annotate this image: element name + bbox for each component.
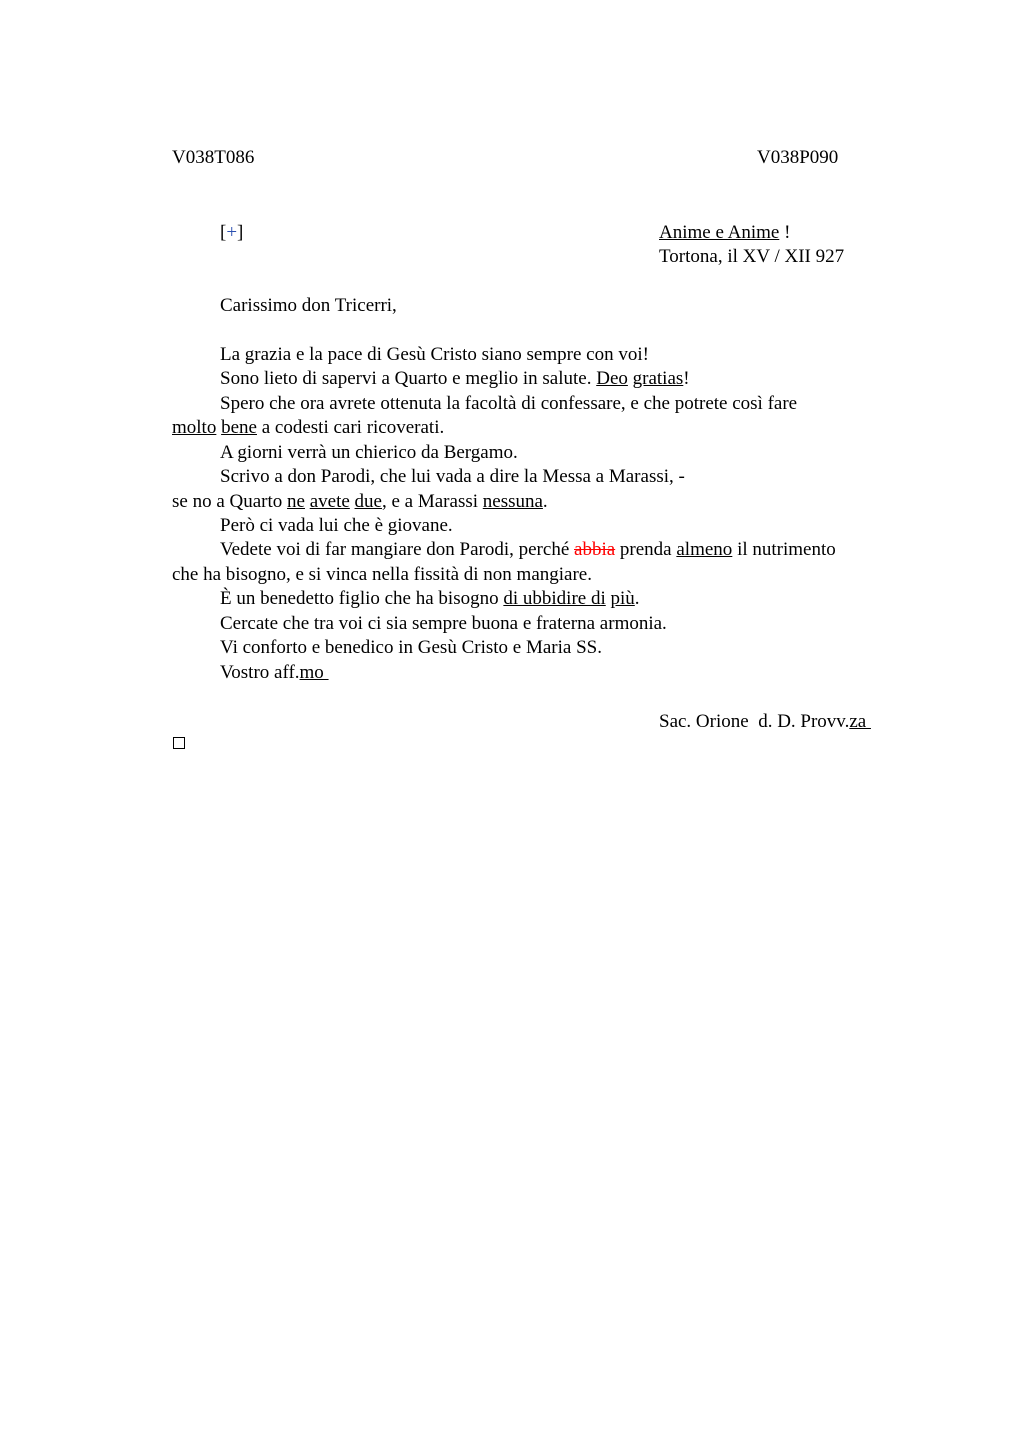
salutation: Carissimo don Tricerri, (220, 295, 397, 316)
underlined-word: due (354, 491, 382, 512)
signature-text: Sac. Orione d. D. Provv. (659, 711, 850, 732)
underlined-word: gratias (632, 368, 684, 389)
underlined-phrase: di ubbidire di (503, 588, 606, 609)
closing (220, 661, 329, 685)
motto-text: Anime e Anime (659, 222, 780, 243)
body-text: il nutrimento (732, 539, 836, 560)
underlined-word: più (610, 588, 635, 609)
body-line-4 (172, 416, 444, 440)
closing-superscript: mo (299, 662, 329, 683)
body-line-10: che ha bisogno, e si vinca nella fissità di non mangiare. (172, 564, 592, 585)
body-text: a codesti cari ricoverati. (256, 417, 445, 438)
archive-code-left: V038T086 (172, 147, 255, 168)
body-line-8: Però ci vada lui che è giovane. (220, 515, 453, 536)
deleted-word: abbia (574, 539, 616, 560)
end-square-icon (173, 737, 185, 749)
underlined-word: nessuna (482, 491, 543, 512)
underlined-word: avete (309, 491, 350, 512)
body-text: Vedete voi di far mangiare don Parodi, perché (220, 539, 575, 560)
body-text: . (634, 588, 640, 609)
body-text: ! (683, 368, 690, 389)
body-line-5: A giorni verrà un chierico da Bergamo. (220, 442, 518, 463)
underlined-word: Deo (596, 368, 628, 389)
body-text: . (542, 491, 548, 512)
signature-suffix: za (849, 711, 871, 732)
place-date: Tortona, il XV / XII 927 (659, 246, 845, 267)
motto (659, 221, 790, 245)
cross-close-bracket: ] (237, 222, 244, 243)
body-line-2 (220, 367, 690, 391)
body-line-12: Cercate che tra voi ci sia sempre buona e fraterna armonia. (220, 613, 667, 634)
body-line-1: La grazia e la pace di Gesù Cristo siano sempre con voi! (220, 344, 649, 365)
body-line-11 (220, 587, 640, 611)
body-text: È un benedetto figlio che ha bisogno (220, 588, 504, 609)
body-line-13: Vi conforto e benedico in Gesù Cristo e Maria SS. (220, 637, 602, 658)
cross-icon: + (226, 222, 238, 243)
cross-mark (220, 221, 243, 245)
underlined-word: almeno (676, 539, 733, 560)
underlined-word: bene (221, 417, 257, 438)
underlined-word: molto (172, 417, 217, 438)
body-text: , e a Marassi (381, 491, 483, 512)
closing-text: Vostro aff. (220, 662, 300, 683)
body-text: prenda (615, 539, 677, 560)
motto-punct: ! (779, 222, 791, 243)
body-text: Sono lieto di sapervi a Quarto e meglio in salute. (220, 368, 597, 389)
body-line-6: Scrivo a don Parodi, che lui vada a dire la Messa a Marassi, - (220, 466, 685, 487)
signature (659, 710, 871, 734)
underlined-word: ne (287, 491, 305, 512)
cross-open-bracket: [ (220, 222, 227, 243)
body-line-9 (220, 538, 836, 562)
body-text: se no a Quarto (172, 491, 288, 512)
archive-code-right: V038P090 (757, 147, 839, 168)
body-line-7 (172, 490, 548, 514)
body-line-3: Spero che ora avrete ottenuta la facoltà di confessare, e che potrete così fare (220, 393, 798, 414)
